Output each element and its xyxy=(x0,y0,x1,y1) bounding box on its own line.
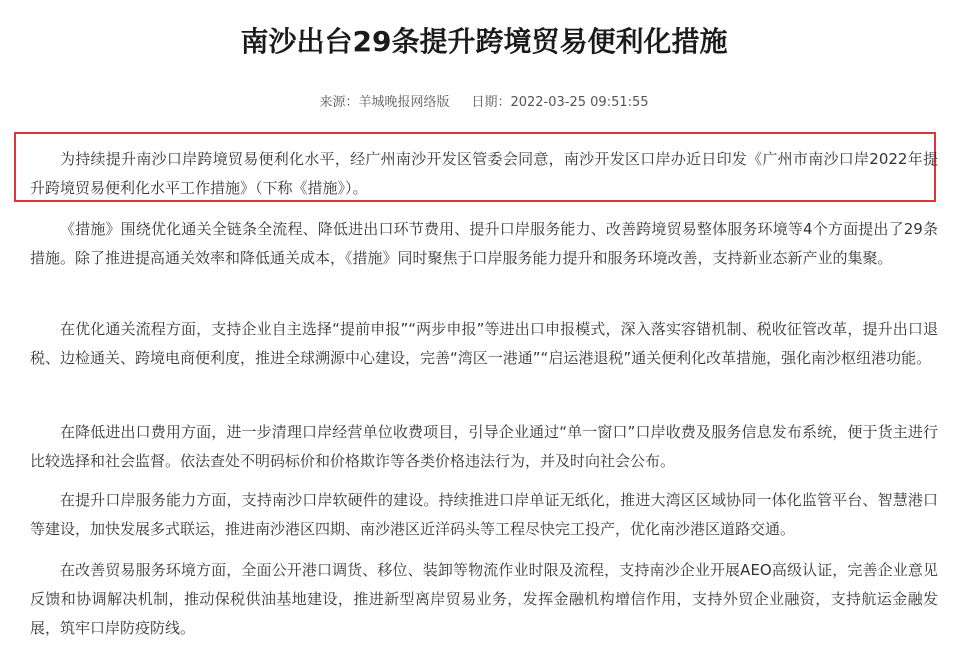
paragraph-port-service: 在提升口岸服务能力方面，支持南沙口岸软硬件的建设。持续推进口岸单证无纸化，推进大湾区区域协同一体化监管平台、智慧港口等建设，加快发展多式联运，推进南沙港区四期、南沙港区近洋码头等工程尽快完工投产，优化南沙港区道路交通。 xyxy=(30,491,938,538)
article-meta xyxy=(0,92,968,114)
article-title: 南沙出台29条提升跨境贸易便利化措施 xyxy=(240,25,728,58)
paragraph-intro: 为持续提升南沙口岸跨境贸易便利化水平，经广州南沙开发区管委会同意，南沙开发区口岸办近日印发《广州市南沙口岸2022年提升跨境贸易便利化水平工作措施》（下称《措施》）。 xyxy=(30,150,938,197)
paragraph-overview: 《措施》围绕优化通关全链条全流程、降低进出口环节费用、提升口岸服务能力、改善跨境贸易整体服务环境等4个方面提出了29条措施。除了推进提高通关效率和降低通关成本，《措施》同时聚焦于口岸服务能力提升和服务环境改善，支持新业态新产业的集聚。 xyxy=(30,220,938,267)
article-date: 日期：2022-03-25 09:51:55 xyxy=(471,95,649,110)
article-source: 来源：羊城晚报网络版 xyxy=(319,95,450,110)
paragraph-customs-clearance: 在优化通关流程方面，支持企业自主选择“提前申报”“两步申报”等进出口申报模式，深入落实容错机制、税收征管改革，提升出口退税、边检通关、跨境电商便利度，推进全球溯源中心建设，完善“湾区一港通”“启运港退税”通关便利化改革措施，强化南沙枢纽港功能。 xyxy=(30,320,938,367)
paragraph-cost-reduction: 在降低进出口费用方面，进一步清理口岸经营单位收费项目，引导企业通过“单一窗口”口岸收费及服务信息发布系统，便于货主进行比较选择和社会监督。依法查处不明码标价和价格欺诈等各类价格违法行为，并及时向社会公布。 xyxy=(30,423,938,470)
paragraph-trade-environment: 在改善贸易服务环境方面，全面公开港口调货、移位、装卸等物流作业时限及流程，支持南沙企业开展AEO高级认证，完善企业意见反馈和协调解决机制，推动保税供油基地建设，推进新型离岸贸易业务，发挥金融机构增信作用，支持外贸企业融资，支持航运金融发展，筑牢口岸防疫防线。 xyxy=(30,561,938,637)
